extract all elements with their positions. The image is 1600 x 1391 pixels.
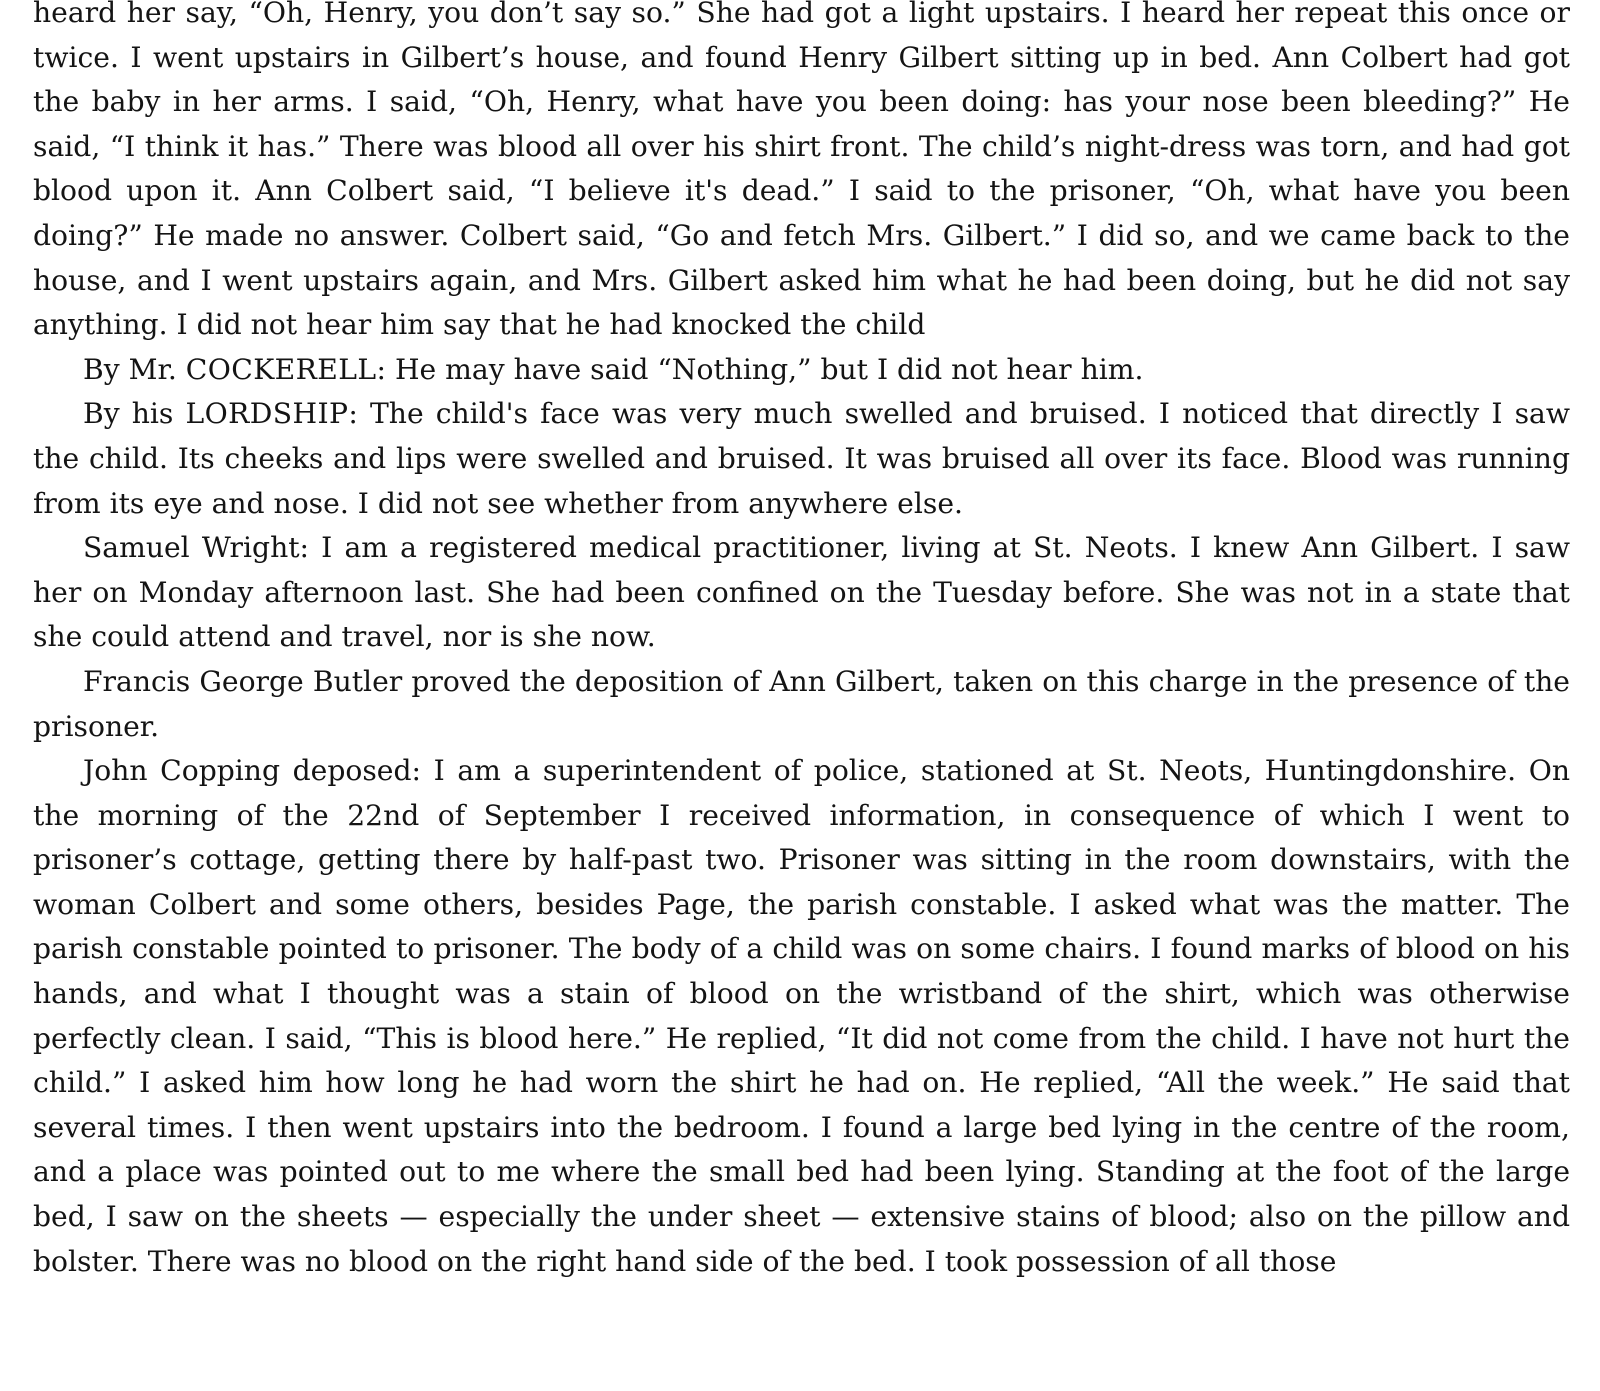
paragraph-continuation: heard her say, “Oh, Henry, you don’t say so.” She had got a light upstairs. I heard her repeat this once or twice. I went upstairs in Gilbert’s house, and found Henry Gilbert sitting up in bed. Ann Colbert had got the baby in her arms. I said, “Oh, Henry, what have you been doing: has your nose been bleeding?” He said, “I think it has.” There was blood all over his shirt front. The child’s night-dress was torn, and had got blood upon it. Ann Colbert said, “I believe it's dead.” I said to the prisoner, “Oh, what have you been doing?” He made no answer. Colbert said, “Go and fetch Mrs. Gilbert.” I did so, and we came back to the house, and I went upstairs again, and Mrs. Gilbert asked him what he had been doing, but he did not say anything. I did not hear him say that he had knocked the child: [33, 0, 1570, 342]
paragraph-text: : He may have said “Nothing,” but I did not hear him.: [376, 352, 1144, 386]
speaker-name: LORDSHIP: [185, 397, 349, 431]
speaker-name: COCKERELL: [185, 352, 377, 386]
paragraph-francis-butler: Francis George Butler proved the deposition of Ann Gilbert, taken on this charge in the presence of the prisoner.: [33, 664, 1570, 743]
speaker-prefix: By his: [83, 397, 186, 431]
paragraph-text: : The child's face was very much swelled and bruised. I noticed that directly I saw the child. Its cheeks and lips were swelled and bruised. It was bruised all over its face. Blood was running from its eye and nose. I did not see whether from anywhere else.: [33, 397, 1570, 520]
speaker-prefix: By Mr.: [83, 352, 186, 386]
paragraph-lordship: [33, 392, 1570, 526]
paragraph-john-copping: John Copping deposed: I am a superintendent of police, stationed at St. Neots, Huntingdonshire. On the morning of the 22nd of September I received information, in consequence of which I went to prisoner’s cottage, getting there by half-past two. Prisoner was sitting in the room downstairs, with the woman Colbert and some others, besides Page, the parish constable. I asked what was the matter. The parish constable pointed to prisoner. The body of a child was on some chairs. I found marks of blood on his hands, and what I thought was a stain of blood on the wristband of the shirt, which was otherwise perfectly clean. I said, “This is blood here.” He replied, “It did not come from the child. I have not hurt the child.” I asked him how long he had worn the shirt he had on. He replied, “All the week.” He said that several times. I then went upstairs into the bedroom. I found a large bed lying in the centre of the room, and a place was pointed out to me where the small bed had been lying. Standing at the foot of the large bed, I saw on the sheets — especially the under sheet — extensive stains of blood; also on the pillow and bolster. There was no blood on the right hand side of the bed. I took possession of all those: [33, 754, 1570, 1278]
document-body: [33, 0, 1570, 1284]
paragraph-samuel-wright: Samuel Wright: I am a registered medical practitioner, living at St. Neots. I knew Ann Gilbert. I saw her on Monday afternoon last. She had been confined on the Tuesday before. She was not in a state that she could attend and travel, nor is she now.: [33, 531, 1570, 654]
paragraph-cockerell: [33, 348, 1570, 393]
